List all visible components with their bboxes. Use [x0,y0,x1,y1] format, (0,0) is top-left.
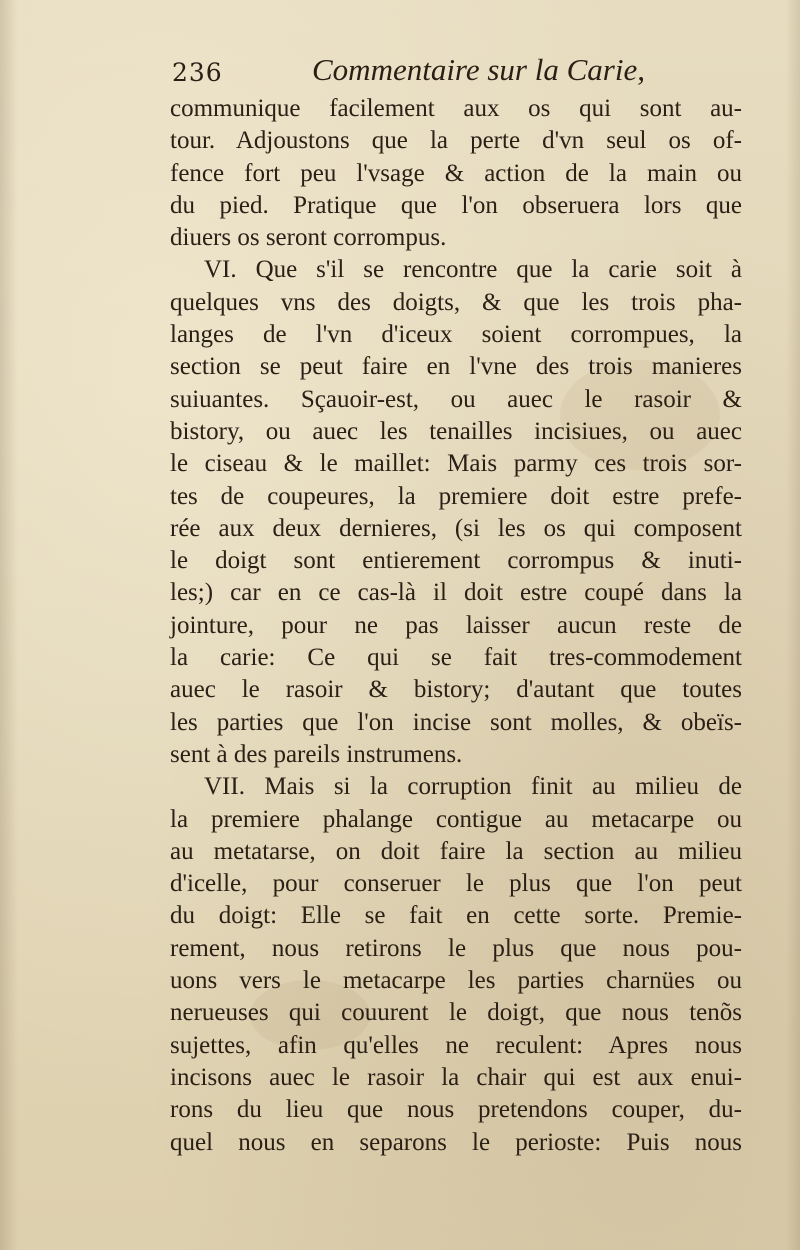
text-line: sent à des pareils instrumens. [170,740,463,768]
text-line: le ciseau & le maillet: Mais parmy ces trois sor- [170,450,742,478]
text-line: communique facilement aux os qui sont au- [170,95,742,122]
page-number: 236 [172,58,223,87]
text-line: tour. Adjoustons que la perte d'vn seul os of- [170,127,742,155]
text-line: sujettes, afin qu'elles ne reculent: Apres nous [170,1031,742,1059]
text-line: rée aux deux dernieres, (si les os qui composent [170,514,742,542]
text-line: le doigt sont entierement corrompus & inuti- [170,547,742,575]
text-line: langes de l'vn d'iceux soient corrompues, la [170,321,742,349]
text-line: nerueuses qui couurent le doigt, que nous tenõs [170,999,742,1027]
text-line: la premiere phalange contigue au metacarpe ou [170,805,742,833]
text-line: d'icelle, pour conseruer le plus que l'on peut [170,870,742,898]
text-line: VI. Que s'il se rencontre que la carie soit à [204,256,742,284]
text-line: du pied. Pratique que l'on obseruera lors que [170,191,742,219]
text-line: bistory, ou auec les tenailles incisiues, ou auec [170,417,742,445]
text-line: fence fort peu l'vsage & action de la main ou [170,159,742,187]
text-line: du doigt: Elle se fait en cette sorte. Premie- [170,902,742,930]
text-line: incisons auec le rasoir la chair qui est aux enui- [170,1063,742,1091]
text-line: tes de coupeures, la premiere doit estre prefe- [170,482,742,510]
body-text [170,93,742,1159]
running-title: Commentaire sur la Carie, [312,52,645,87]
text-line: la carie: Ce qui se fait tres-commodement [170,644,742,672]
text-line: jointure, pour ne pas laisser aucun reste de [170,611,742,639]
text-line: rement, nous retirons le plus que nous pou- [170,934,742,962]
text-line: uons vers le metacarpe les parties charnües ou [170,967,742,995]
text-line: auec le rasoir & bistory; d'autant que toutes [170,676,742,704]
text-line: au metatarse, on doit faire la section au milieu [170,837,742,865]
text-line: quelques vns des doigts, & que les trois pha- [170,288,742,316]
text-line: rons du lieu que nous pretendons couper, du- [170,1096,742,1124]
text-line: les;) car en ce cas-là il doit estre coupé dans la [170,579,742,607]
text-line: les parties que l'on incise sont molles, & obeïs- [170,708,742,736]
running-head [172,46,737,92]
text-line: section se peut faire en l'vne des trois manieres [170,353,742,381]
text-line: diuers os seront corrompus. [170,224,447,252]
text-line: VII. Mais si la corruption finit au milieu de [204,773,742,801]
text-line: suiuantes. Sçauoir-est, ou auec le rasoir & [170,385,742,413]
text-line: quel nous en separons le perioste: Puis nous [170,1128,742,1156]
